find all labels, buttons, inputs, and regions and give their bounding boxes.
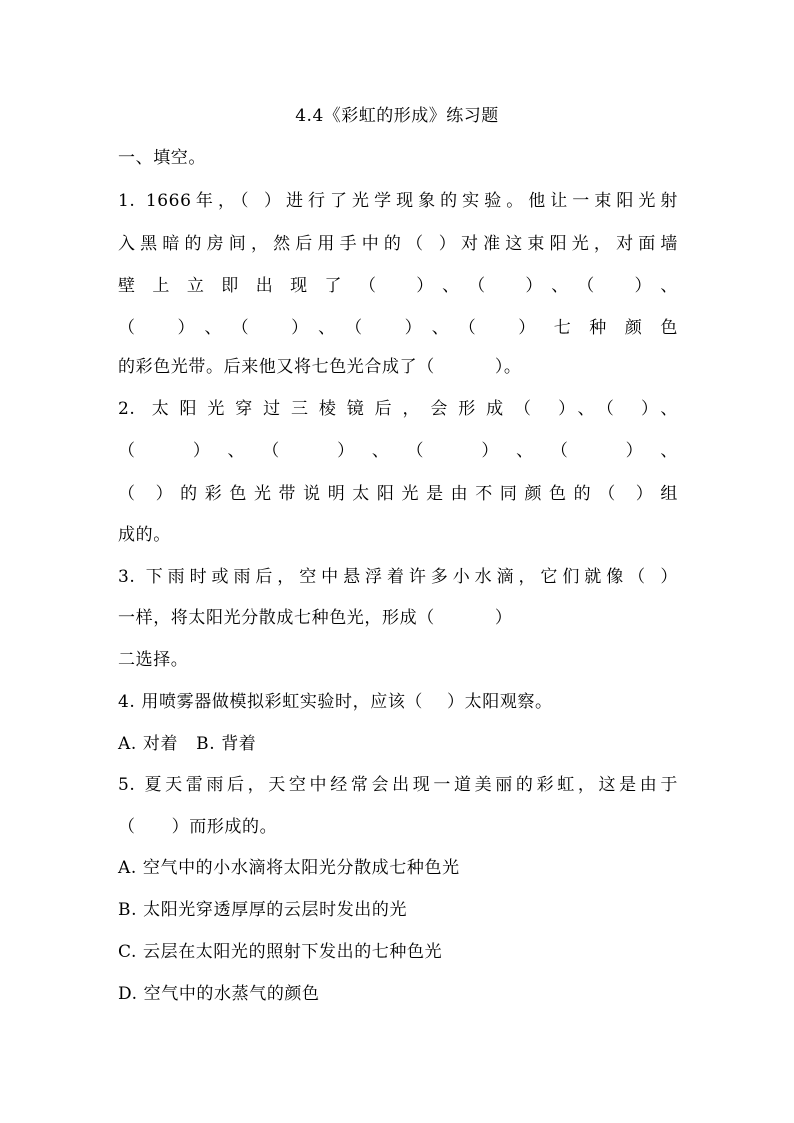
question-5-stem-line-1: 5. 夏天雷雨后，天空中经常会出现一道美丽的彩虹，这是由于 [118,775,678,795]
question-4-options: A. 对着 B. 背着 [118,734,257,754]
section-fill-blank-heading: 一、填空。 [118,148,206,168]
question-5-option-c: C. 云层在太阳光的照射下发出的七种色光 [118,942,443,962]
section-choice-heading: 二选择。 [118,650,189,670]
question-3-line-1: 3. 下雨时或雨后，空中悬浮着许多小水滴，它们就像（ ） [118,567,678,587]
question-5-option-b: B. 太阳光穿透厚厚的云层时发出的光 [118,900,408,920]
question-3-line-2: 一样，将太阳光分散成七种色光，形成（ ） [118,608,513,628]
question-5-stem-line-2: （ ）而形成的。 [118,817,278,837]
question-2-line-4: 成的。 [118,525,171,545]
question-1-line-3: 壁上立即出现了（ ）、（ ）、（ ）、 [118,276,678,296]
question-2-line-3: （ ）的彩色光带说明太阳光是由不同颜色的（ ）组 [118,484,678,504]
question-1-line-1: 1. 1666年，（ ）进行了光学现象的实验。他让一束阳光射 [118,191,678,211]
worksheet-title: 4.4《彩虹的形成》练习题 [295,106,499,126]
question-2-line-1: 2. 太阳光穿过三棱镜后，会形成（ ）、（ ）、 [118,399,678,419]
question-1-line-4: （ ）、（ ）、（ ）、（ ）七种颜色 [118,318,678,338]
question-4-stem: 4. 用喷雾器做模拟彩虹实验时，应该（ ）太阳观察。 [118,692,553,712]
question-2-line-2: （ ）、（ ）、（ ）、（ ）、 [118,441,678,461]
question-5-option-d: D. 空气中的水蒸气的颜色 [118,984,320,1004]
question-5-option-a: A. 空气中的小水滴将太阳光分散成七种色光 [118,858,460,878]
question-1-line-2: 入黑暗的房间，然后用手中的（ ）对准这束阳光，对面墙 [118,234,678,254]
question-1-line-5: 的彩色光带。后来他又将七色光合成了（ ）。 [118,357,522,377]
